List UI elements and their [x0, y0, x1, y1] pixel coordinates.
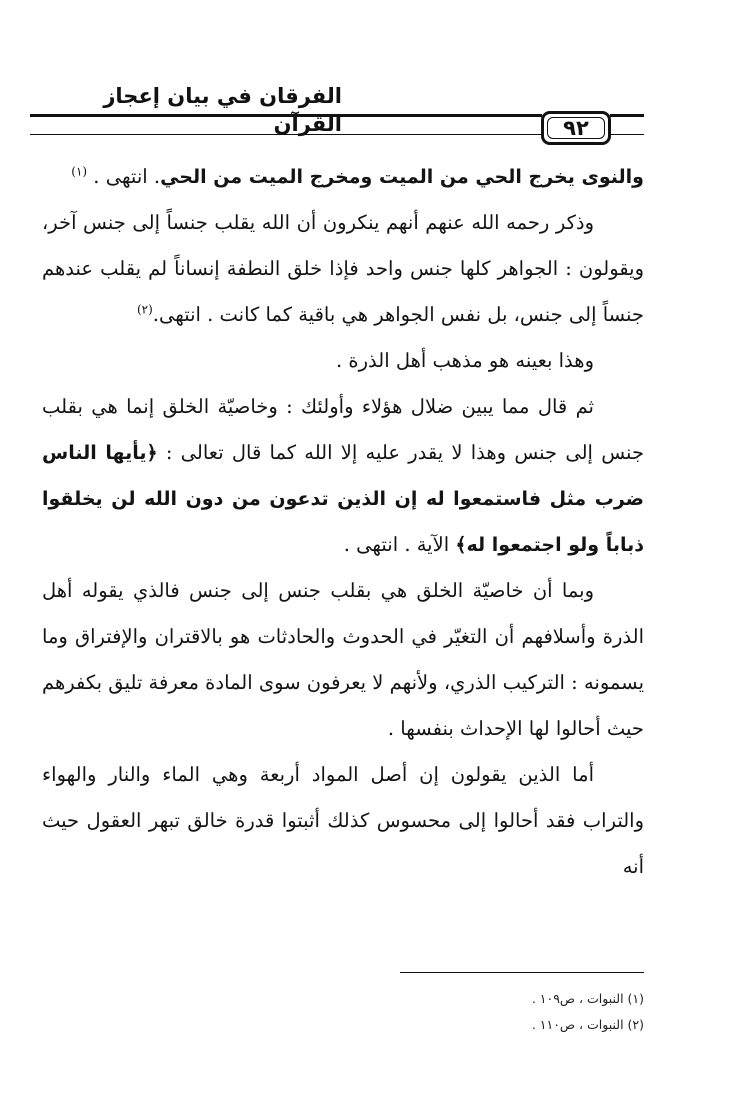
paragraph-2-text: وذكر رحمه الله عنهم أنهم ينكرون أن الله يقلب جنساً إلى جنس آخر، ويقولون : الجواهر كلها جنس واحد فإذا خلق النطفة إنساناً لم يقلب عندهم جنساً إلى جنس، بل نفس الجواهر هي باقية كما كانت . انتهى.: [42, 211, 644, 326]
page-number: ٩٢: [563, 116, 589, 140]
header-rule-top: [30, 114, 542, 117]
quran-verse-1: والنوى يخرج الحي من الميت ومخرج الميت من الحي: [160, 166, 644, 188]
page-number-frame: [541, 111, 611, 145]
footnote-separator: [400, 972, 644, 973]
footnote-2: (٢) النبوات ، ص١١٠ .: [531, 1017, 644, 1032]
page-number-inner-frame: [547, 117, 605, 139]
header-rule-right-top: [610, 114, 644, 117]
paragraph-4-tail: الآية . انتهى .: [343, 533, 450, 556]
header-rule-bottom: [30, 134, 542, 135]
paragraph-4: [42, 384, 644, 568]
paragraph-1-tail: . انتهى .: [93, 165, 161, 188]
footnote-marker-1: (١): [71, 164, 88, 179]
footnote-1: (١) النبوات ، ص١٠٩ .: [531, 991, 644, 1006]
quran-verse-2: ﴿يأيها الناس ضرب مثل فاستمعوا له إن الذين تدعون من دون الله لن يخلقوا ذباباً ولو اجتمعوا له﴾: [42, 442, 644, 556]
footnote-marker-2: (٢): [136, 302, 153, 317]
paragraph-2: [42, 200, 644, 338]
main-text: [42, 154, 644, 890]
paragraph-1: [42, 154, 644, 200]
header-rule-right-bottom: [610, 134, 644, 135]
paragraph-4-text: ثم قال مما يبين ضلال هؤلاء وأولئك : وخاصيّة الخلق إنما هي بقلب جنس إلى جنس وهذا لا يقدر عليه إلا الله كما قال تعالى :: [42, 395, 644, 464]
paragraph-3: وهذا بعينه هو مذهب أهل الذرة .: [336, 349, 594, 372]
paragraph-6: أما الذين يقولون إن أصل المواد أربعة وهي الماء والنار والهواء والتراب فقد أحالوا إلى محسوس كذلك أثبتوا قدرة خالق تبهر العقول حيث أنه: [42, 763, 644, 878]
paragraph-5: وبما أن خاصيّة الخلق هي بقلب جنس إلى جنس فالذي يقوله أهل الذرة وأسلافهم أن التغيّر في الحدوث والحادثات هو بالاقتران والإفتراق وما يسمونه : التركيب الذري، ولأنهم لا يعرفون سوى المادة معرفة تليق بكفرهم حيث أحالوا لها الإحداث بنفسها .: [42, 579, 644, 740]
footnotes: [300, 986, 644, 1038]
running-header-title: الفرقان في بيان إعجاز القرآن: [103, 84, 342, 136]
